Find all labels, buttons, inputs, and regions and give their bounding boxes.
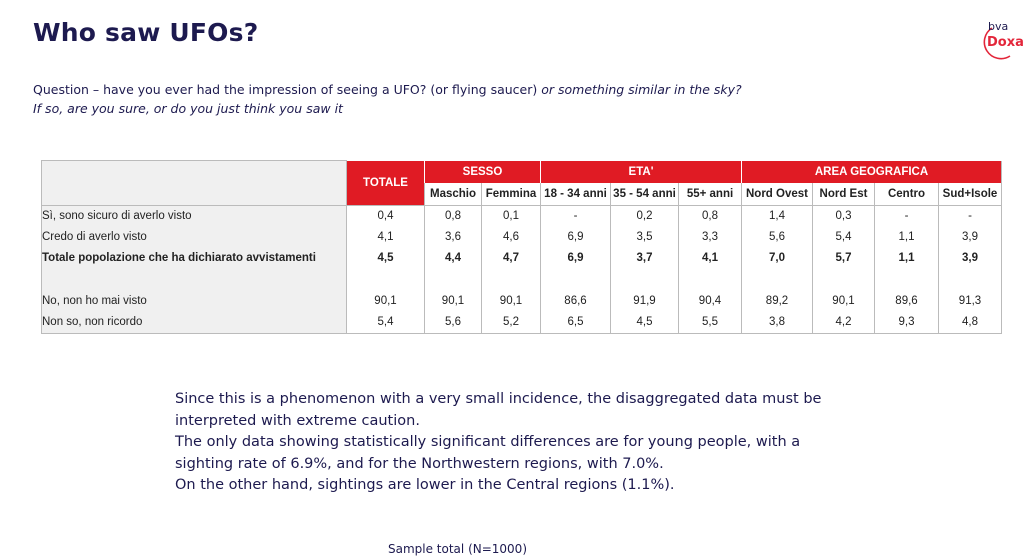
cell-value: 91,3 (939, 291, 1002, 312)
bva-doxa-logo (980, 20, 1024, 60)
cell-value: 0,1 (482, 205, 541, 227)
table-row-total (42, 248, 1002, 269)
cell-value: 3,9 (939, 227, 1002, 248)
cell-value: 4,5 (347, 248, 425, 269)
subheader-femmina: Femmina (482, 183, 541, 206)
cell-value: 1,1 (875, 248, 939, 269)
header-totale: TOTALE (347, 161, 425, 206)
subheader-nord-ovest: Nord Ovest (742, 183, 813, 206)
cell-value: 90,1 (425, 291, 482, 312)
cell-value: 0,8 (425, 205, 482, 227)
table-row (42, 227, 1002, 248)
cell-value: 4,6 (482, 227, 541, 248)
cell-value: 3,7 (611, 248, 679, 269)
cell-value: 1,1 (875, 227, 939, 248)
results-table (41, 160, 1002, 334)
subheader-55plus: 55+ anni (679, 183, 742, 206)
row-label: Sì, sono sicuro di averlo visto (42, 205, 347, 227)
cell-value: 4,5 (611, 312, 679, 334)
cell-value: 4,8 (939, 312, 1002, 334)
table-row (42, 312, 1002, 334)
cell-value: 1,4 (742, 205, 813, 227)
question-line-2: If so, are you sure, or do you just think you saw it (33, 101, 343, 116)
question-part-2: or something similar in the sky? (541, 82, 742, 97)
cell-value: 5,4 (813, 227, 875, 248)
summary-paragraph: On the other hand, sightings are lower in the Central regions (1.1%). (175, 477, 675, 493)
summary-paragraph: The only data showing statistically significant differences are for young people, with a sighting rate of 6.9%, and for the Northwestern regions, with 7.0%. (175, 434, 801, 472)
header-group-area: AREA GEOGRAFICA (742, 161, 1002, 183)
cell-value: 5,6 (425, 312, 482, 334)
table-spacer-row (42, 269, 1002, 291)
sample-note: Sample total (N=1000) (388, 542, 527, 556)
cell-value: 4,2 (813, 312, 875, 334)
table-corner (42, 161, 347, 206)
cell-value: 3,3 (679, 227, 742, 248)
cell-value: 3,9 (939, 248, 1002, 269)
header-group-eta: ETA' (541, 161, 742, 183)
cell-value: 4,4 (425, 248, 482, 269)
cell-value: 5,7 (813, 248, 875, 269)
cell-value: - (875, 205, 939, 227)
cell-value: 90,4 (679, 291, 742, 312)
summary-text (175, 389, 855, 497)
cell-value: 3,8 (742, 312, 813, 334)
cell-value: 90,1 (482, 291, 541, 312)
cell-value: 0,3 (813, 205, 875, 227)
row-label: Totale popolazione che ha dichiarato avvistamenti (42, 248, 347, 269)
cell-value: 3,6 (425, 227, 482, 248)
logo-doxa-text: Doxa (987, 35, 1024, 50)
header-group-sesso: SESSO (425, 161, 541, 183)
cell-value: 90,1 (813, 291, 875, 312)
table-row (42, 291, 1002, 312)
cell-value: 5,2 (482, 312, 541, 334)
subheader-35-54: 35 - 54 anni (611, 183, 679, 206)
cell-value: 89,6 (875, 291, 939, 312)
row-label: Credo di averlo visto (42, 227, 347, 248)
cell-value: 6,9 (541, 227, 611, 248)
subheader-sud-isole: Sud+Isole (939, 183, 1002, 206)
page-title: Who saw UFOs? (33, 18, 259, 47)
cell-value: 5,4 (347, 312, 425, 334)
cell-value: 4,1 (679, 248, 742, 269)
row-label: No, non ho mai visto (42, 291, 347, 312)
subheader-18-34: 18 - 34 anni (541, 183, 611, 206)
question-text (33, 80, 933, 118)
subheader-nord-est: Nord Est (813, 183, 875, 206)
cell-value: 86,6 (541, 291, 611, 312)
subheader-maschio: Maschio (425, 183, 482, 206)
table-row (42, 205, 1002, 227)
question-part-1: Question – have you ever had the impression of seeing a UFO? (or flying saucer) (33, 82, 542, 97)
cell-value: 89,2 (742, 291, 813, 312)
cell-value: 5,5 (679, 312, 742, 334)
cell-value: 6,5 (541, 312, 611, 334)
cell-value: 7,0 (742, 248, 813, 269)
cell-value: 4,7 (482, 248, 541, 269)
cell-value: 4,1 (347, 227, 425, 248)
cell-value: - (541, 205, 611, 227)
cell-value: 6,9 (541, 248, 611, 269)
cell-value: 91,9 (611, 291, 679, 312)
logo-bva-text: bva (988, 20, 1009, 33)
cell-value: 3,5 (611, 227, 679, 248)
summary-paragraph: Since this is a phenomenon with a very small incidence, the disaggregated data must be interpreted with extreme caution. (175, 391, 822, 429)
cell-value: 5,6 (742, 227, 813, 248)
cell-value: 9,3 (875, 312, 939, 334)
cell-value: - (939, 205, 1002, 227)
subheader-centro: Centro (875, 183, 939, 206)
row-label: Non so, non ricordo (42, 312, 347, 334)
cell-value: 0,8 (679, 205, 742, 227)
cell-value: 0,4 (347, 205, 425, 227)
cell-value: 0,2 (611, 205, 679, 227)
cell-value: 90,1 (347, 291, 425, 312)
